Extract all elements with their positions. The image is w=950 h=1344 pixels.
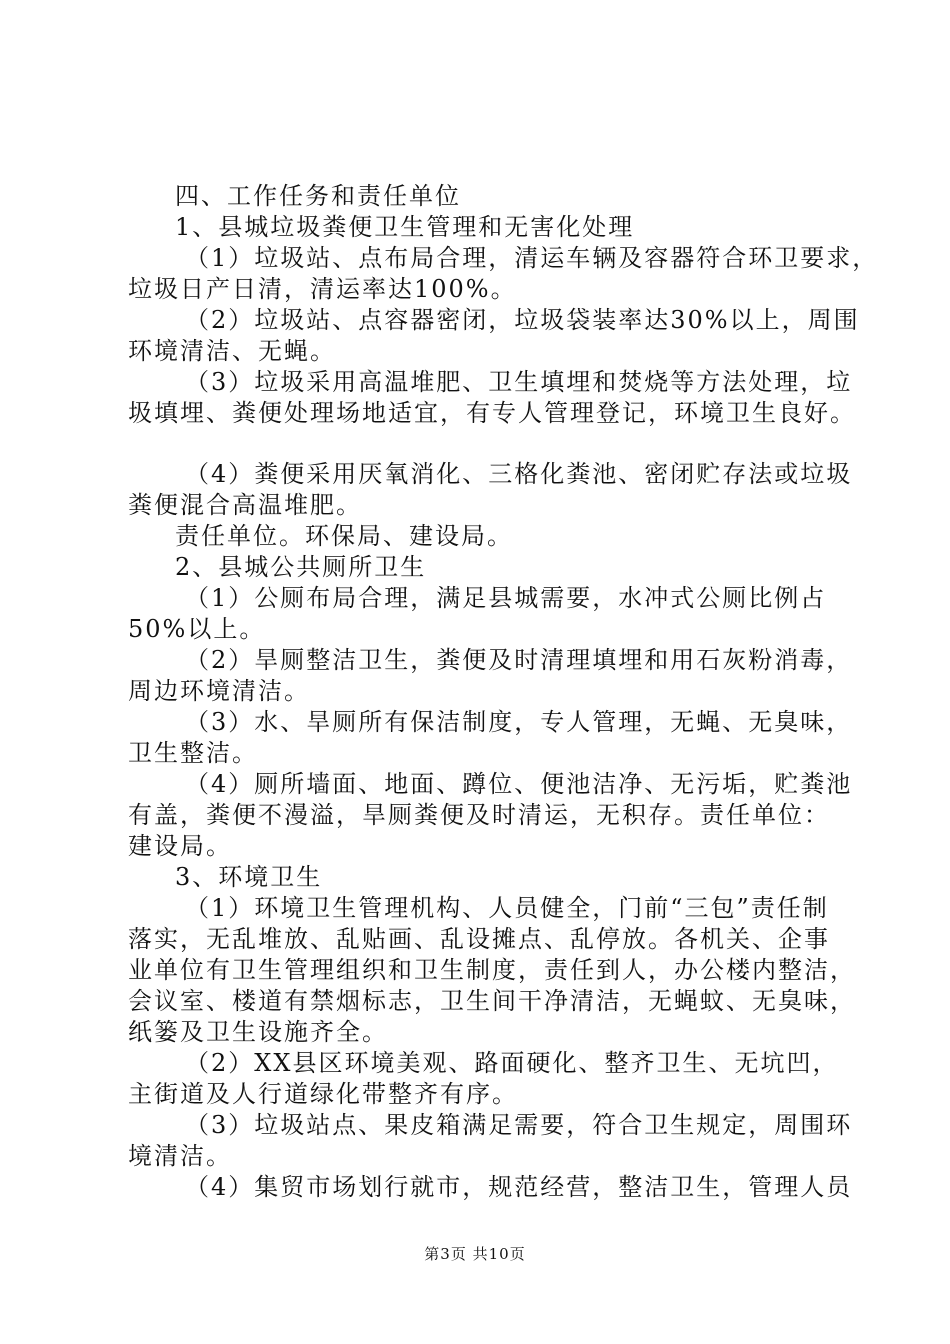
document-line: 1、县城垃圾粪便卫生管理和无害化处理 (175, 213, 635, 241)
document-line: 垃圾日产日清，清运率达100%。 (128, 275, 517, 303)
document-line: 2、县城公共厕所卫生 (175, 553, 427, 581)
document-line: 会议室、楼道有禁烟标志，卫生间干净清洁，无蝇蚊、无臭味， (128, 987, 856, 1015)
document-line: 纸篓及卫生设施齐全。 (128, 1018, 388, 1046)
document-line: 建设局。 (128, 832, 232, 860)
document-line: 责任单位。环保局、建设局。 (175, 522, 513, 550)
document-line: 境清洁。 (128, 1142, 232, 1170)
document-line: （1）垃圾站、点布局合理，清运车辆及容器符合环卫要求， (185, 244, 879, 272)
document-line: 落实，无乱堆放、乱贴画、乱设摊点、乱停放。各机关、企事 (128, 925, 830, 953)
document-line: （2）XX县区环境美观、路面硬化、整齐卫生、无坑凹， (185, 1049, 839, 1077)
document-line: （4）粪便采用厌氧消化、三格化粪池、密闭贮存法或垃圾 (185, 460, 853, 488)
document-line: 业单位有卫生管理组织和卫生制度，责任到人，办公楼内整洁， (128, 956, 856, 984)
document-line: （4）厕所墙面、地面、蹲位、便池洁净、无污垢，贮粪池 (185, 770, 853, 798)
document-line: 主街道及人行道绿化带整齐有序。 (128, 1080, 518, 1108)
document-line: （2）旱厕整洁卫生，粪便及时清理填埋和用石灰粉消毒， (185, 646, 853, 674)
document-line: 3、环境卫生 (175, 863, 323, 891)
document-line: 有盖，粪便不漫溢，旱厕粪便及时清运，无积存。责任单位： (128, 801, 830, 829)
document-line: （3）垃圾站点、果皮箱满足需要，符合卫生规定，周围环 (185, 1111, 853, 1139)
document-line: 圾填埋、粪便处理场地适宜，有专人管理登记，环境卫生良好。 (128, 399, 856, 427)
page-footer: 第3页 共10页 (424, 1245, 526, 1263)
document-line: （3）垃圾采用高温堆肥、卫生填埋和焚烧等方法处理，垃 (185, 368, 853, 396)
document-line: （2）垃圾站、点容器密闭，垃圾袋装率达30%以上，周围 (185, 306, 860, 334)
document-line: 环境清洁、无蝇。 (128, 337, 336, 365)
document-line: 50%以上。 (128, 615, 266, 643)
document-line: （3）水、旱厕所有保洁制度，专人管理，无蝇、无臭味， (185, 708, 853, 736)
document-line: 卫生整洁。 (128, 739, 258, 767)
document-line: （1）环境卫生管理机构、人员健全，门前“三包”责任制 (185, 894, 829, 922)
document-line: （4）集贸市场划行就市，规范经营，整洁卫生，管理人员 (185, 1173, 853, 1201)
document-line: 四、工作任务和责任单位 (175, 182, 461, 210)
document-line: 粪便混合高温堆肥。 (128, 491, 362, 519)
document-line: 周边环境清洁。 (128, 677, 310, 705)
document-line: （1）公厕布局合理，满足县城需要，水冲式公厕比例占 (185, 584, 827, 612)
